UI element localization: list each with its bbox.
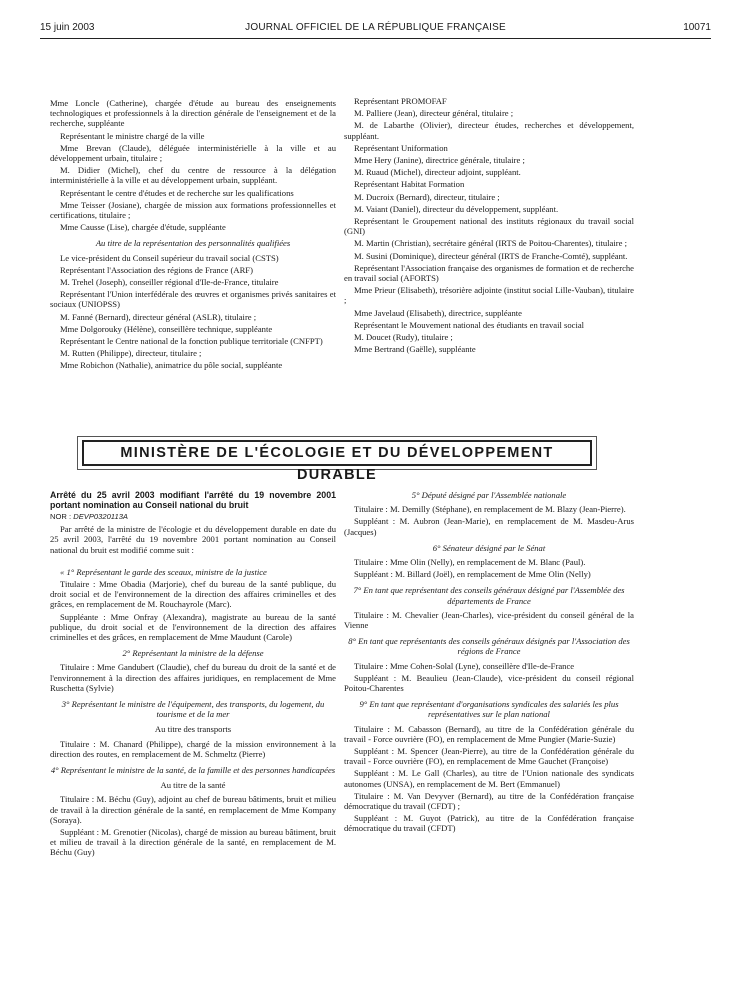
paragraph: Mme Brevan (Claude), déléguée interministérielle à la ville et au développement urbain, titulaire ;	[50, 142, 336, 164]
paragraph: M. Ruaud (Michel), directeur adjoint, suppléant.	[354, 167, 521, 178]
paragraph: Titulaire : Mme Obadia (Marjorie), chef du bureau de la santé publique, du droit social et de l'environnement de la direction des affaires criminelles et des grâces, en remplacement de M. Rouchayrole (Marc).	[50, 579, 336, 610]
bottom-left-column	[50, 490, 336, 860]
paragraph: Représentant PROMOFAF	[354, 96, 447, 106]
nor-code: DEVP0320113A	[73, 512, 128, 521]
section-heading: 8° En tant que représentants des conseils généraux désignés par l'Association des régions de France	[348, 636, 630, 657]
paragraph: Titulaire : M. Chevalier (Jean-Charles), vice-président du conseil général de la Vienne	[344, 609, 634, 631]
page-number: 10071	[683, 22, 711, 33]
paragraph: Suppléante : Mme Onfray (Alexandra), magistrate au bureau de la santé publique, du droit social et de l'environnement de la direction des affaires criminelles et des grâces, en remplacement de Mme Maudunt (Carole)	[50, 611, 336, 643]
section-heading: 2° Représentant la ministre de la défense	[122, 648, 264, 659]
paragraph: Représentant le centre d'études et de recherche sur les qualifications	[60, 187, 294, 198]
paragraph: Représentant le ministre chargé de la ville	[60, 130, 205, 141]
paragraph: M. Fanné (Bernard), directeur général (ASLR), titulaire ;	[60, 311, 257, 322]
paragraph: Représentant Uniformation	[354, 142, 448, 153]
arrete-title: Arrêté du 25 avril 2003 modifiant l'arrêté du 19 novembre 2001 portant nomination au Conseil national du bruit	[50, 490, 336, 510]
top-right-column	[344, 96, 634, 356]
header-rule	[40, 38, 711, 39]
paragraph: Représentant Habitat Formation	[354, 179, 465, 190]
bottom-right-column	[344, 490, 634, 836]
ministry-banner: MINISTÈRE DE L'ÉCOLOGIE ET DU DÉVELOPPEMENT DURABLE	[82, 440, 592, 466]
paragraph: Mme Causse (Lise), chargée d'étude, suppléante	[60, 222, 226, 233]
paragraph: M. Didier (Michel), chef du centre de ressource à la délégation interministérielle à la ville et au développement urbain, suppléant.	[50, 165, 336, 186]
paragraph: Titulaire : M. Demilly (Stéphane), en remplacement de M. Blazy (Jean-Pierre).	[354, 504, 626, 515]
paragraph: M. Ducroix (Bernard), directeur, titulaire ;	[354, 191, 500, 202]
paragraph: Par arrêté de la ministre de l'écologie et du développement durable en date du 25 avril 2003, l'arrêté du 19 novembre 2001 portant nomination au Conseil national du bruit est modifié comme suit :	[50, 524, 336, 555]
section-heading: 5° Député désigné par l'Assemblée nationale	[411, 490, 567, 500]
paragraph: Le vice-président du Conseil supérieur du travail social (CSTS)	[60, 252, 279, 263]
paragraph: Mme Loncle (Catherine), chargée d'étude au bureau des enseignements technologiques et professionnels à la direction générale de l'enseignement et de la recherche, suppléante	[50, 98, 336, 129]
paragraph: M. Trehel (Joseph), conseiller régional d'Ile-de-France, titulaire	[60, 277, 279, 288]
paragraph: Titulaire : M. Chanard (Philippe), chargé de la mission environnement à la direction des routes, en remplacement de M. Schmeltz (Pierre)	[50, 738, 336, 759]
issue-date: 15 juin 2003	[40, 22, 95, 33]
paragraph: M. Doucet (Rudy), titulaire ;	[354, 332, 453, 343]
journal-title: JOURNAL OFFICIEL DE LA RÉPUBLIQUE FRANÇAISE	[245, 22, 506, 33]
paragraph: Mme Javelaud (Elisabeth), directrice, suppléante	[354, 307, 522, 318]
paragraph: Mme Dolgorouky (Hélène), conseillère technique, suppléante	[60, 323, 273, 334]
paragraph: M. Palliere (Jean), directeur général, titulaire ;	[354, 108, 514, 119]
subsection-heading: Au titre des transports	[154, 724, 232, 735]
paragraph: Suppléant : M. Beaulieu (Jean-Claude), vice-président du conseil régional Poitou-Charentes	[344, 672, 634, 694]
paragraph: M. Susini (Dominique), directeur général (IRTS de Franche-Comté), suppléant.	[354, 250, 628, 261]
paragraph: Suppléant : M. Billard (Joël), en remplacement de Mme Olin (Nelly)	[354, 569, 591, 580]
paragraph: Titulaire : M. Cabasson (Bernard), au titre de la Confédération générale du travail - Force ouvrière (FO), en remplacement de Mme Pungier (Marie-Suzie)	[344, 723, 634, 744]
paragraph: Mme Bertrand (Gaëlle), suppléante	[354, 344, 476, 355]
section-heading: 6° Sénateur désigné par le Sénat	[432, 542, 546, 553]
paragraph: M. Rutten (Philippe), directeur, titulaire ;	[60, 348, 202, 359]
section-heading: 9° En tant que représentant d'organisations syndicales des salariés les plus représentatives sur le plan national	[359, 699, 619, 720]
paragraph: Suppléant : M. Guyot (Patrick), au titre de la Confédération française démocratique du travail (CFDT)	[344, 813, 634, 834]
page-header	[40, 22, 711, 36]
paragraph: Représentant le Centre national de la fonction publique territoriale (CNFPT)	[60, 336, 323, 347]
paragraph: Titulaire : M. Béchu (Guy), adjoint au chef de bureau bâtiments, bruit et milieu de travail à la direction générale de la santé, en remplacement de Mme Kompany (Soraya).	[50, 794, 336, 825]
paragraph: Suppléant : M. Le Gall (Charles), au titre de l'Union nationale des syndicats autonomes (UNSA), en remplacement de M. Bert (Emmanuel)	[344, 768, 634, 789]
paragraph: Suppléant : M. Spencer (Jean-Pierre), au titre de la Confédération générale du travail - Force ouvrière (FO), en remplacement de Mme Gauchet (Françoise)	[344, 746, 634, 767]
nor-reference	[50, 512, 336, 522]
paragraph: M. Martin (Christian), secrétaire général (IRTS de Poitou-Charentes), titulaire ;	[354, 238, 627, 249]
paragraph: M. Vaiant (Daniel), directeur du développement, suppléant.	[354, 203, 559, 214]
paragraph: Mme Teisser (Josiane), chargée de mission aux formations professionnelles et certifications, titulaire ;	[50, 199, 336, 221]
paragraph: Titulaire : Mme Cohen-Solal (Lyne), conseillère d'Ile-de-France	[354, 660, 575, 671]
section-heading: 4° Représentant le ministre de la santé, de la famille et des personnes handicapées	[50, 765, 336, 776]
top-left-column	[50, 98, 336, 373]
section-heading: « 1° Représentant le garde des sceaux, ministre de la justice	[60, 566, 267, 577]
paragraph: Titulaire : Mme Gandubert (Claudie), chef du bureau du droit de la santé et de l'environnement à la direction des affaires juridiques, en remplacement de Mme Ruschetta (Sylvie)	[50, 662, 336, 693]
paragraph: Mme Robichon (Nathalie), animatrice du pôle social, suppléante	[60, 360, 283, 371]
paragraph: Représentant l'Union interfédérale des œuvres et organismes privés sanitaires et sociaux (UNIOPSS)	[50, 289, 336, 310]
paragraph: Représentant le Mouvement national des étudiants en travail social	[354, 319, 585, 330]
paragraph: Représentant l'Association française des organismes de formation et de recherche en travail social (AFORTS)	[344, 262, 634, 284]
section-heading: Au titre de la représentation des personnalités qualifiées	[95, 238, 291, 249]
nor-label: NOR :	[50, 512, 72, 521]
paragraph: Titulaire : M. Van Devyver (Bernard), au titre de la Confédération française démocratique du travail (CFDT) ;	[344, 790, 634, 812]
paragraph: Suppléant : M. Aubron (Jean-Marie), en remplacement de M. Masdeu-Arus (Jacques)	[344, 516, 634, 537]
subsection-heading: Au titre de la santé	[160, 780, 226, 791]
section-heading: 3° Représentant le ministre de l'équipement, des transports, du logement, du tourisme et de la mer	[61, 699, 325, 720]
paragraph: M. de Labarthe (Olivier), directeur études, recherches et développement, suppléant.	[344, 120, 634, 141]
paragraph: Titulaire : Mme Olin (Nelly), en remplacement de M. Blanc (Paul).	[354, 557, 586, 568]
paragraph: Mme Prieur (Elisabeth), trésorière adjointe (institut social Lille-Vauban), titulaire ;	[344, 285, 634, 306]
paragraph: Représentant le Groupement national des instituts régionaux du travail social (GNI)	[344, 216, 634, 237]
paragraph: Représentant l'Association des régions de France (ARF)	[60, 264, 253, 275]
paragraph: Suppléant : M. Grenotier (Nicolas), chargé de mission au bureau bâtiment, bruit et milieu de travail à la direction générale de la santé, en remplacement de M. Béchu (Guy)	[50, 827, 336, 858]
section-heading: 7° En tant que représentant des conseils généraux désigné par l'Assemblée des départements de France	[353, 585, 625, 606]
paragraph: Mme Hery (Janine), directrice générale, titulaire ;	[354, 155, 525, 166]
